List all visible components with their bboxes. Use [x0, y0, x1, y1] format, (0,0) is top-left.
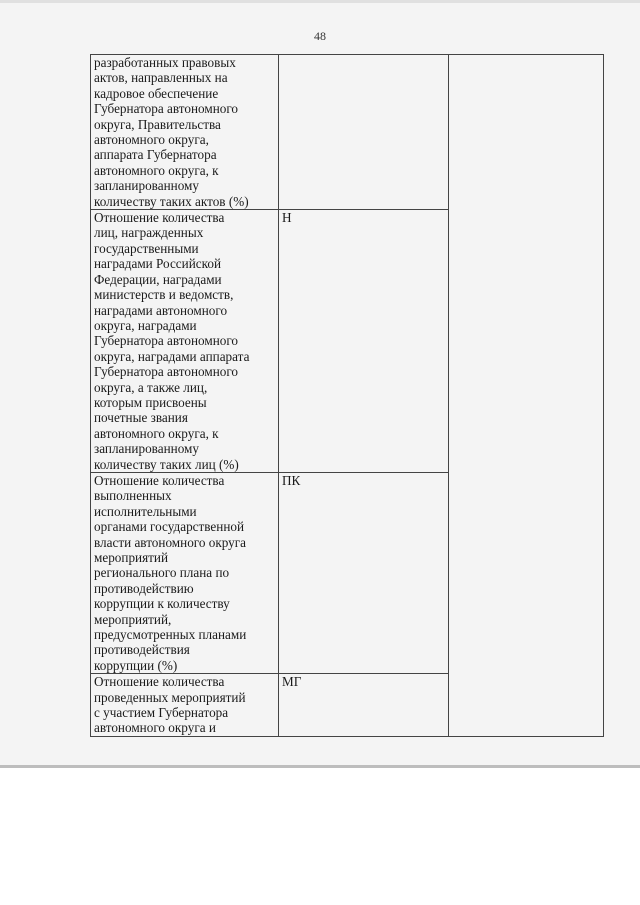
empty-column-cell	[449, 55, 604, 737]
indicator-code: ПК	[279, 472, 449, 673]
indicator-description: Отношение количества проведенных мероприятий с участием Губернатора автономного округа и	[91, 674, 279, 737]
page-number: 48	[314, 29, 326, 43]
indicator-code: МГ	[279, 674, 449, 737]
indicator-code	[279, 55, 449, 210]
indicator-description: Отношение количества лиц, награжденных государственными наградами Российской Федерации, наградами министерств и ведомств, наградами автономного округа, наградами Губернатора автономного округа, наградами аппарата Губернатора автономного округа, а также лиц, которым присвоены почетные звания автономного округа, к запланированному количеству таких лиц (%)	[91, 210, 279, 473]
scan-edge	[0, 0, 640, 3]
indicator-table	[90, 54, 604, 737]
indicator-code: Н	[279, 210, 449, 473]
indicator-description: разработанных правовых актов, направленных на кадровое обеспечение Губернатора автономного округа, Правительства автономного округа, аппарата Губернатора автономного округа, к запланированному количеству таких актов (%)	[91, 55, 279, 210]
table-row	[91, 55, 604, 210]
indicator-description: Отношение количества выполненных исполнительными органами государственной власти автономного округа мероприятий регионального плана по противодействию коррупции к количеству мероприятий, предусмотренных планами противодействия коррупции (%)	[91, 472, 279, 673]
